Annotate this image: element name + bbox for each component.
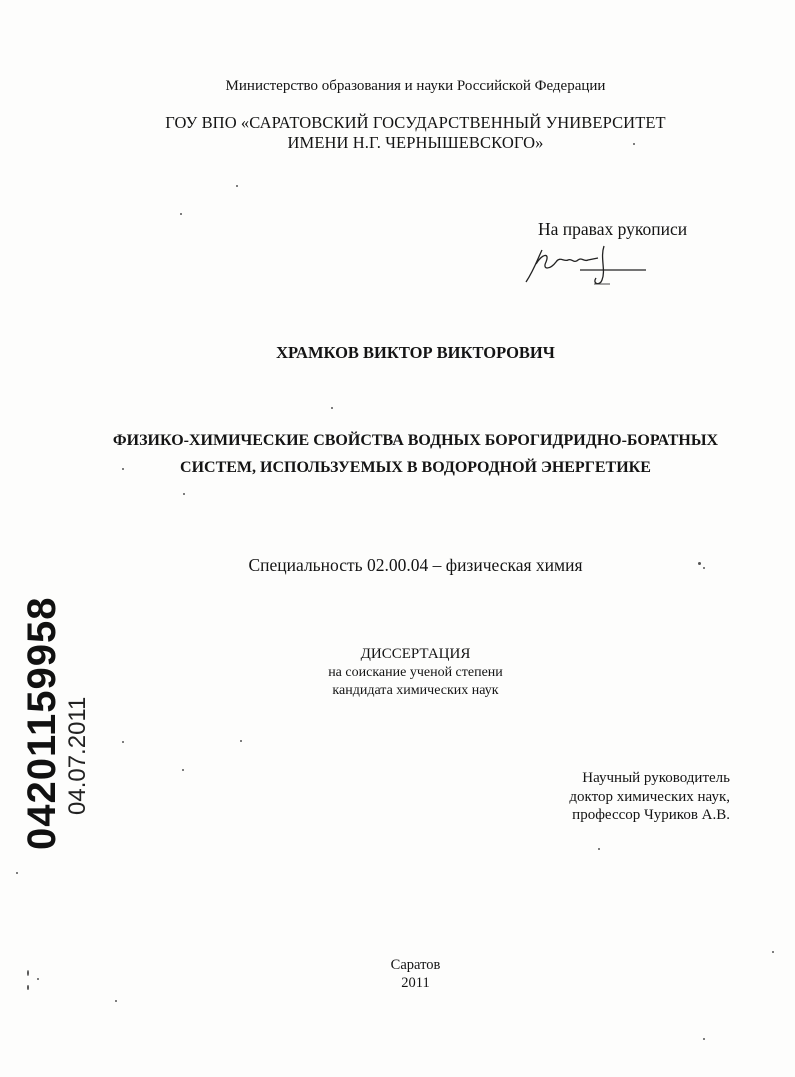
advisor-degree: доктор химических наук, [569,789,730,805]
university-name-line2: ИМЕНИ Н.Г. ЧЕРНЫШЕВСКОГО» [287,133,544,152]
scan-speck [236,185,238,187]
manuscript-rights-note: На правах рукописи [538,219,688,239]
university-name-line1: ГОУ ВПО «САРАТОВСКИЙ ГОСУДАРСТВЕННЫЙ УНИВЕРСИТЕТ [165,113,666,132]
scan-speck [115,1000,117,1002]
handwritten-signature [520,240,650,290]
scan-speck [122,741,124,743]
scan-speck [27,970,29,976]
publication-city: Саратов [390,957,441,973]
library-stamp [20,596,100,850]
scan-speck [703,567,705,569]
scan-speck [703,1038,705,1040]
advisor-name: профессор Чуриков А.В. [572,807,730,823]
scan-speck [331,407,333,409]
thesis-title-line2: СИСТЕМ, ИСПОЛЬЗУЕМЫХ В ВОДОРОДНОЙ ЭНЕРГЕТИКЕ [180,459,651,476]
thesis-title-line1: ФИЗИКО-ХИМИЧЕСКИЕ СВОЙСТВА ВОДНЫХ БОРОГИДРИДНО-БОРАТНЫХ [112,432,719,449]
ministry-heading: Министерство образования и науки Российской Федерации [225,78,606,94]
scan-speck [180,213,182,215]
specialty-line: Специальность 02.00.04 – физическая химия [248,555,583,575]
document-type: ДИССЕРТАЦИЯ [360,646,471,662]
publication-year: 2011 [401,975,430,991]
author-name: ХРАМКОВ ВИКТОР ВИКТОРОВИЧ [276,343,555,362]
scan-speck [240,740,242,742]
degree-line2: кандидата химических наук [332,683,499,698]
scan-speck [122,468,124,470]
scan-speck [772,951,774,953]
scan-speck [698,562,701,565]
scan-speck [27,985,29,990]
scan-speck [183,493,185,495]
scan-speck [182,769,184,771]
degree-line1: на соискание ученой степени [328,665,503,680]
scan-speck [16,872,18,874]
library-stamp-number: 04201159958 [20,596,64,850]
scan-speck [37,978,39,980]
scan-speck [633,143,635,145]
library-stamp-date: 04.07.2011 [64,696,91,815]
scan-speck [598,848,600,850]
advisor-role: Научный руководитель [582,770,730,786]
